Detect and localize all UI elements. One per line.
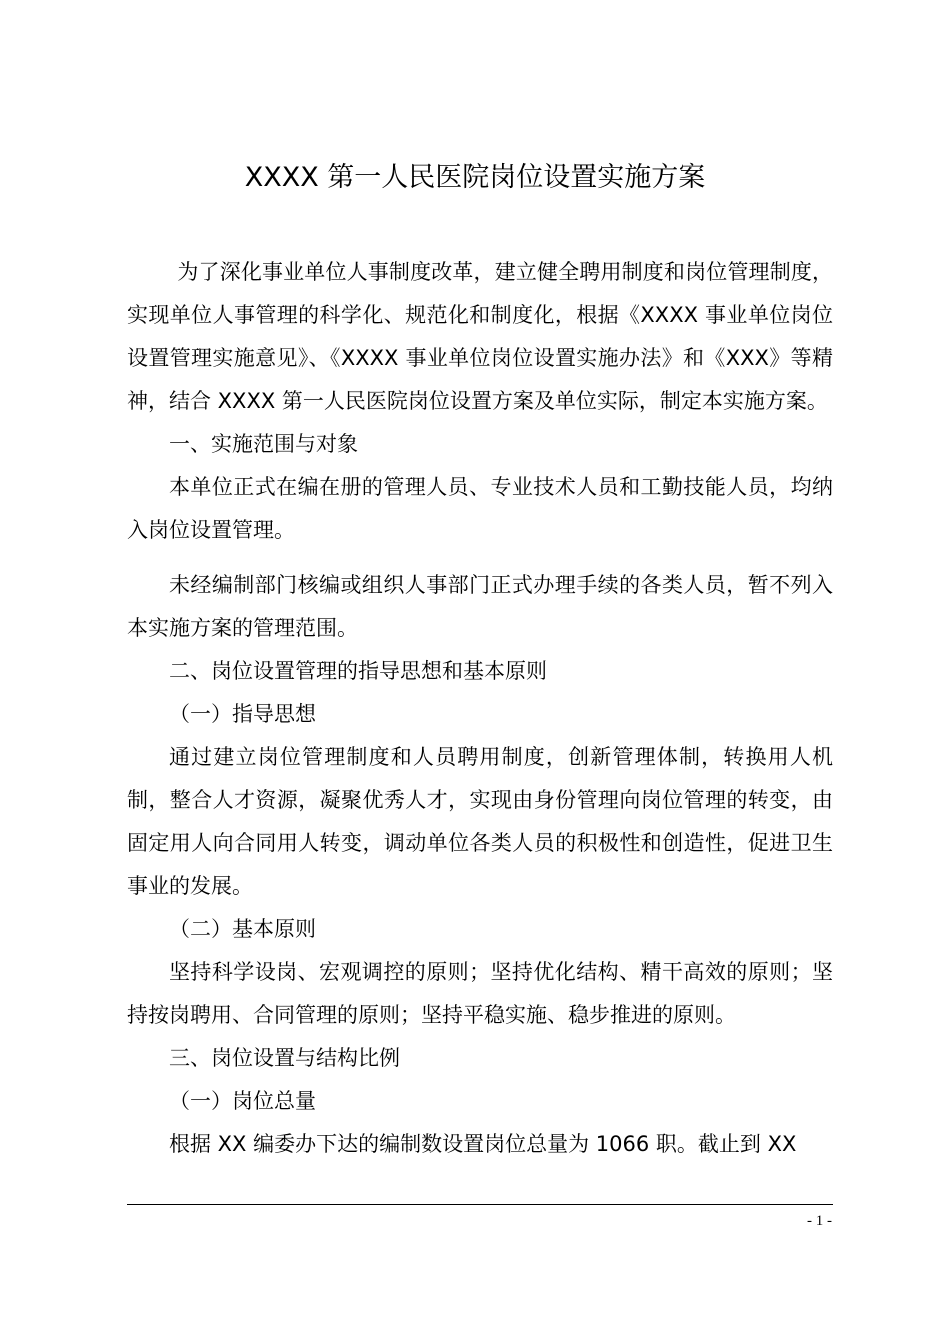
section-2-sub-1-paragraph: 通过建立岗位管理制度和人员聘用制度，创新管理体制，转换用人机制，整合人才资源，凝聚优秀人才，实现由身份管理向岗位管理的转变，由固定用人向合同用人转变，调动单位各类人员的积极性和创造性，促进卫生事业的发展。 (127, 745, 833, 898)
section-1-paragraph-2: 未经编制部门核编或组织人事部门正式办理手续的各类人员，暂不列入本实施方案的管理范围。 (127, 573, 833, 640)
section-2-sub-2-heading: （二）基本原则 (169, 917, 316, 941)
document-title: XXXX 第一人民医院岗位设置实施方案 (244, 162, 706, 193)
section-2-sub-2-paragraph: 坚持科学设岗、宏观调控的原则；坚持优化结构、精干高效的原则；坚持按岗聘用、合同管理的原则；坚持平稳实施、稳步推进的原则。 (127, 960, 833, 1027)
footer-divider (127, 1204, 833, 1205)
section-3-sub-1-heading: （一）岗位总量 (169, 1089, 316, 1113)
page-number: - 1 - (807, 1213, 832, 1229)
section-2-sub-1-heading: （一）指导思想 (169, 702, 316, 726)
section-1-heading: 一、实施范围与对象 (169, 432, 358, 456)
document-body (127, 251, 833, 1166)
intro-paragraph: 为了深化事业单位人事制度改革，建立健全聘用制度和岗位管理制度，实现单位人事管理的科学化、规范化和制度化，根据《XXXX 事业单位岗位设置管理实施意见》、《XXXX 事业单位岗位设置实施办法》和《XXX》等精神，结合 XXXX 第一人民医院岗位设置方案及单位实际，制定本实施方案。 (127, 260, 833, 413)
section-2-heading: 二、岗位设置管理的指导思想和基本原则 (169, 659, 547, 683)
section-3-heading: 三、岗位设置与结构比例 (169, 1046, 400, 1070)
section-3-sub-1-paragraph: 根据 XX 编委办下达的编制数设置岗位总量为 1066 职。截止到 XX (169, 1132, 797, 1156)
section-1-paragraph-1: 本单位正式在编在册的管理人员、专业技术人员和工勤技能人员，均纳入岗位设置管理。 (127, 475, 833, 542)
